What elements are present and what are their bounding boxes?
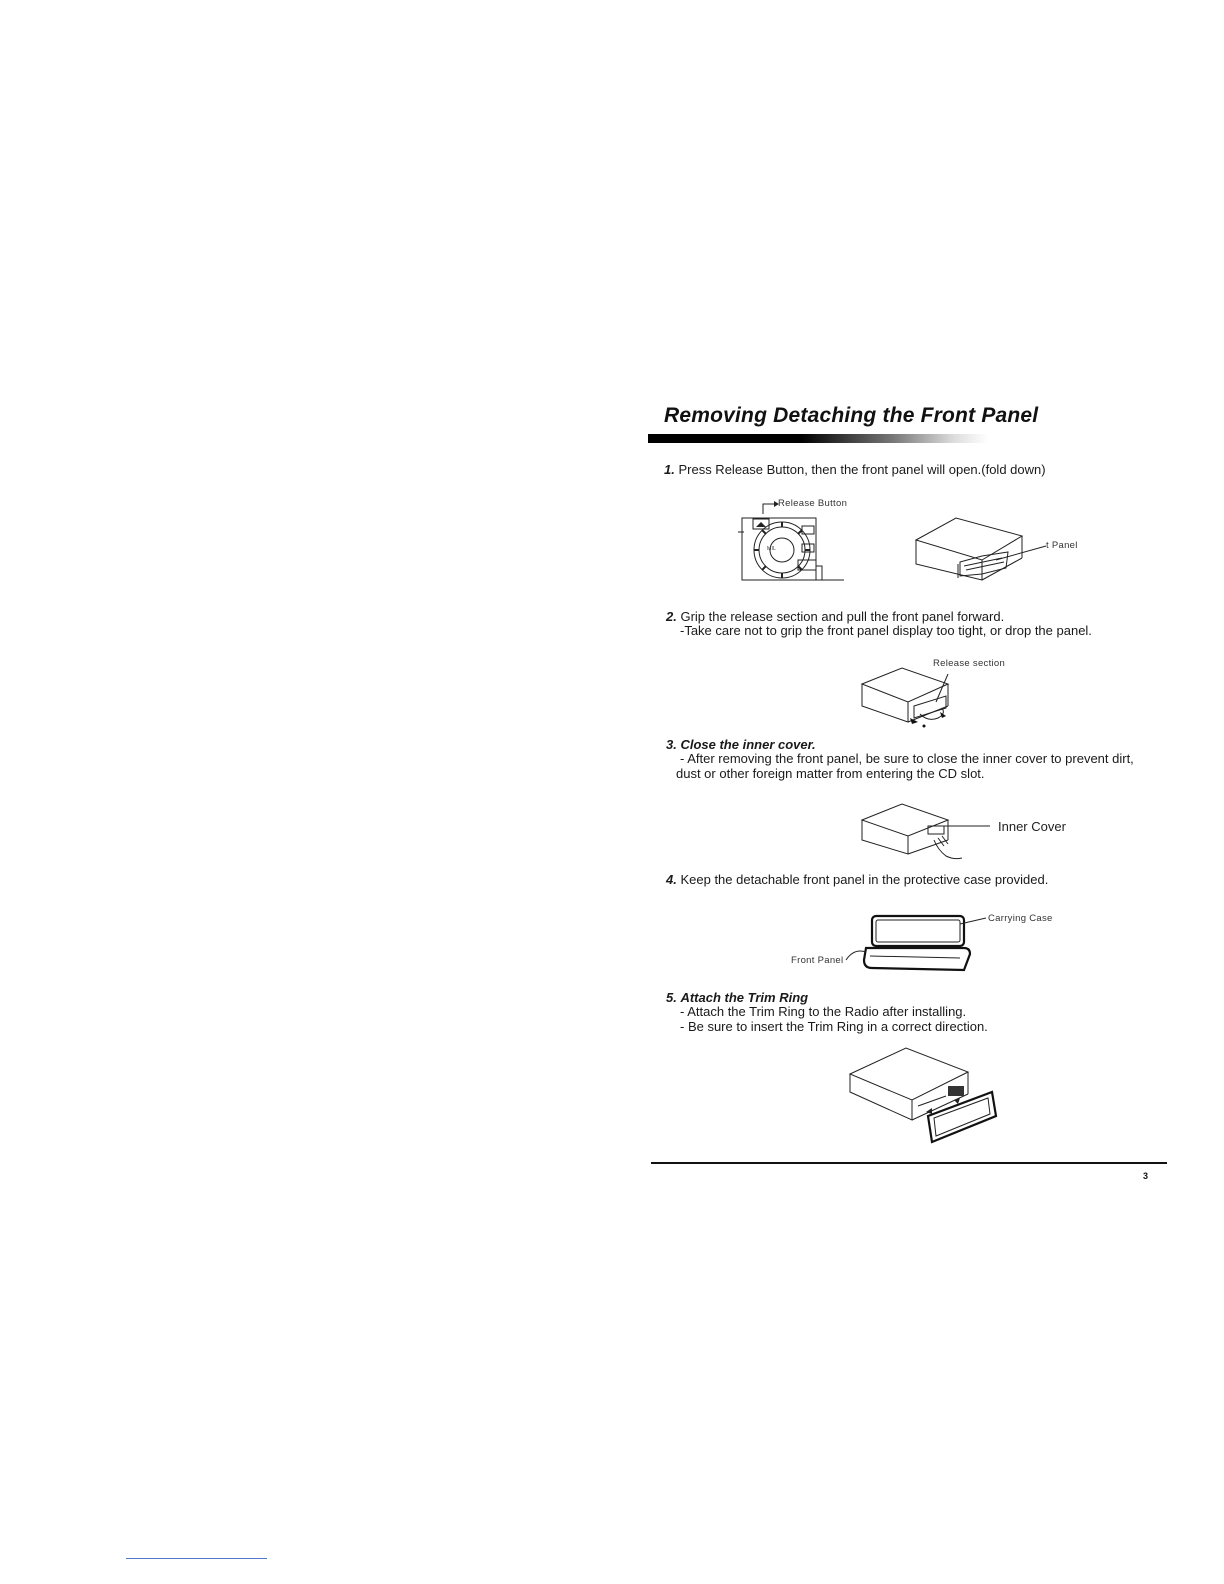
step-2-note: -Take care not to grip the front panel display too tight, or drop the panel. bbox=[680, 623, 1092, 638]
page-number: 3 bbox=[1143, 1171, 1149, 1181]
title-underline bbox=[648, 434, 988, 443]
step-1-number: 1. bbox=[664, 462, 675, 477]
bottom-rule bbox=[126, 1558, 267, 1559]
step-3-note-1: - After removing the front panel, be sure to close the inner cover to prevent dirt, bbox=[680, 751, 1134, 766]
step-5-note-2: - Be sure to insert the Trim Ring in a correct direction. bbox=[680, 1019, 988, 1034]
inner-cover-diagram bbox=[858, 800, 998, 862]
inner-cover-label: Inner Cover bbox=[998, 819, 1066, 834]
step-1-text: Press Release Button, then the front panel will open.(fold down) bbox=[678, 462, 1046, 477]
step-5-number: 5. bbox=[666, 990, 677, 1005]
step-4-number: 4. bbox=[666, 872, 677, 887]
release-button-diagram bbox=[738, 496, 858, 586]
release-section-diagram bbox=[858, 664, 958, 732]
step-2-text: Grip the release section and pull the front panel forward. bbox=[680, 609, 1005, 624]
step-3-heading: Close the inner cover. bbox=[680, 737, 816, 752]
step-1 bbox=[664, 462, 1046, 478]
release-section-label: Release section bbox=[933, 658, 1006, 669]
step-5-heading: Attach the Trim Ring bbox=[680, 990, 809, 1005]
panel-label: t Panel bbox=[1046, 540, 1078, 551]
step-4-text: Keep the detachable front panel in the protective case provided. bbox=[680, 872, 1049, 887]
step-5-note-1: - Attach the Trim Ring to the Radio after installing. bbox=[680, 1004, 967, 1019]
step-3-number: 3. bbox=[666, 737, 677, 752]
release-button-label: Release Button bbox=[778, 498, 848, 509]
trim-ring-diagram bbox=[846, 1044, 1006, 1146]
step-4 bbox=[666, 872, 1048, 888]
step-3-note-2: dust or other foreign matter from entering the CD slot. bbox=[676, 766, 985, 781]
page-title: Removing Detaching the Front Panel bbox=[664, 404, 1039, 427]
front-panel-label: Front Panel bbox=[791, 955, 844, 966]
step-2-number: 2. bbox=[666, 609, 677, 624]
carrying-case-label: Carrying Case bbox=[988, 913, 1053, 924]
carrying-case-diagram bbox=[842, 912, 992, 974]
footer-rule bbox=[651, 1162, 1167, 1164]
folded-panel-diagram bbox=[912, 514, 1052, 584]
knob-label: MIL bbox=[767, 546, 777, 552]
